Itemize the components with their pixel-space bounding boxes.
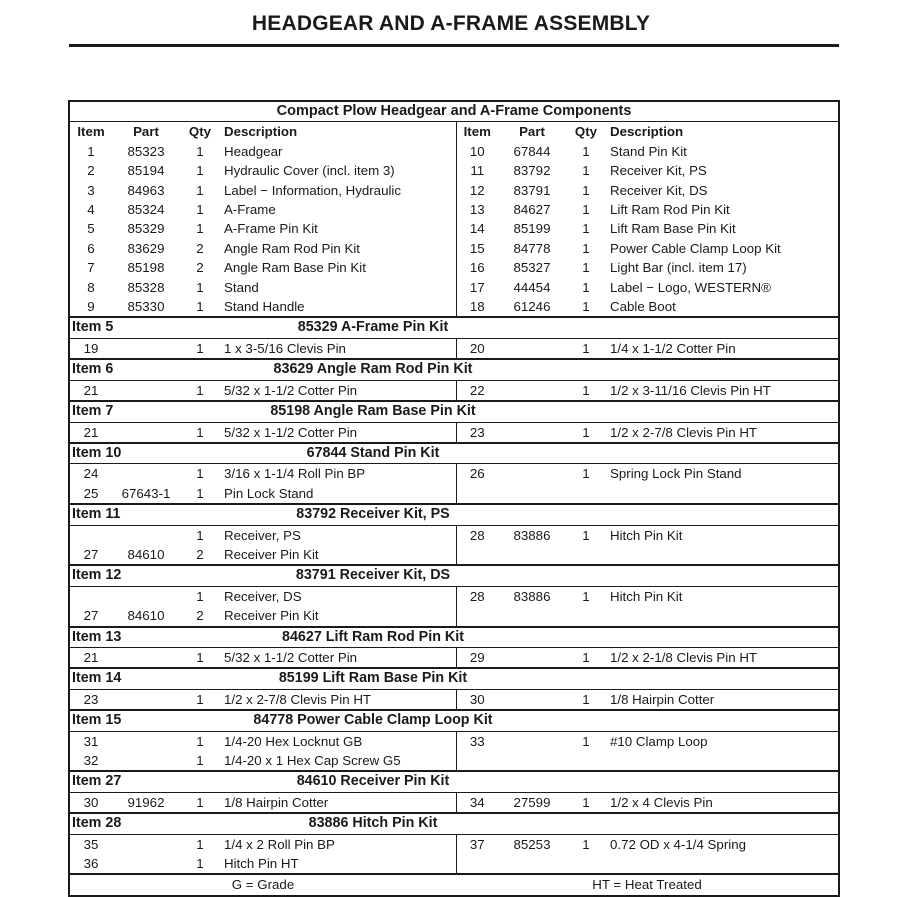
qty-cell: 1	[582, 527, 590, 543]
qty-cell: 1	[582, 221, 590, 237]
description-cell: 1/4 x 2 Roll Pin BP	[224, 836, 335, 852]
kit-title: 85199 Lift Ram Base Pin Kit	[180, 668, 566, 689]
qty-cell: 1	[196, 163, 204, 179]
kit-section-header	[70, 401, 838, 422]
item-cell: 15	[456, 239, 498, 258]
table-row	[70, 380, 838, 401]
part-cell	[498, 854, 566, 874]
description-cell: Stand Pin Kit	[610, 143, 687, 159]
part-cell: 84610	[127, 608, 165, 624]
section-spacer	[566, 627, 838, 648]
qty-cell: 1	[582, 794, 590, 810]
table-row	[70, 422, 838, 443]
table-title-row	[70, 102, 838, 122]
table-row	[70, 142, 838, 161]
item-cell: 23	[456, 422, 498, 443]
qty-cell: 1	[196, 733, 204, 749]
part-cell: 85253	[513, 836, 551, 852]
item-cell: 5	[87, 221, 95, 237]
part-cell: 83886	[513, 527, 551, 543]
kit-title: 85329 A-Frame Pin Kit	[180, 317, 566, 338]
part-cell	[112, 422, 180, 443]
qty-cell: 1	[196, 649, 204, 665]
description-cell: 5/32 x 1-1/2 Cotter Pin	[224, 382, 358, 398]
section-spacer	[566, 317, 838, 338]
item-cell: 27	[83, 608, 99, 624]
description-cell: Receiver Kit, DS	[610, 182, 708, 198]
description-cell	[606, 545, 838, 565]
notes-row	[70, 874, 838, 894]
part-cell	[498, 606, 566, 626]
part-cell	[498, 380, 566, 401]
qty-cell: 1	[582, 649, 590, 665]
part-cell	[112, 525, 180, 545]
item-cell	[456, 854, 498, 874]
qty-cell: 1	[582, 424, 590, 440]
table-row	[70, 731, 838, 751]
kit-title: 83886 Hitch Pin Kit	[180, 813, 566, 834]
qty-cell: 1	[582, 202, 590, 218]
qty-cell: 2	[196, 240, 204, 256]
description-cell: 5/32 x 1-1/2 Cotter Pin	[224, 424, 358, 440]
item-cell: 9	[87, 299, 95, 315]
description-cell: 0.72 OD x 4-1/4 Spring	[610, 836, 746, 852]
description-cell: 1/4-20 x 1 Hex Cap Screw G5	[224, 753, 401, 768]
qty-cell: 1	[196, 143, 204, 159]
table-row	[70, 525, 838, 545]
table-row	[70, 200, 838, 219]
part-cell	[112, 380, 180, 401]
item-cell: 32	[83, 753, 99, 768]
part-cell	[498, 484, 566, 504]
description-cell: 5/32 x 1-1/2 Cotter Pin	[224, 649, 358, 665]
column-header-description: Description	[610, 124, 684, 140]
section-spacer	[566, 710, 838, 731]
kit-title: 83791 Receiver Kit, DS	[180, 565, 566, 586]
item-cell: 34	[456, 792, 498, 813]
description-cell: 1/2 x 3-11/16 Clevis Pin HT	[610, 382, 771, 398]
part-cell: 84963	[127, 182, 165, 198]
item-cell: 7	[87, 260, 95, 276]
item-cell: 24	[83, 466, 99, 482]
qty-cell: 1	[582, 733, 590, 749]
part-cell: 83791	[513, 182, 551, 198]
kit-title: 85198 Angle Ram Base Pin Kit	[180, 401, 566, 422]
description-cell: Receiver Pin Kit	[224, 546, 319, 562]
part-cell	[498, 545, 566, 565]
part-cell: 67643-1	[121, 485, 171, 501]
table-row	[70, 338, 838, 359]
kit-title: 84610 Receiver Pin Kit	[180, 771, 566, 792]
description-cell: Receiver Pin Kit	[224, 608, 319, 624]
column-header-item: Item	[77, 124, 105, 140]
table-row	[70, 278, 838, 297]
part-cell	[498, 647, 566, 668]
description-cell: Hitch Pin Kit	[610, 527, 683, 543]
qty-cell: 1	[196, 202, 204, 218]
table-row	[70, 834, 838, 854]
part-cell: 85328	[127, 279, 165, 295]
kit-section-header	[70, 627, 838, 648]
description-cell	[606, 751, 838, 771]
item-cell	[456, 606, 498, 626]
item-cell: 33	[456, 731, 498, 751]
part-cell	[112, 647, 180, 668]
table-row	[70, 258, 838, 277]
kit-item-label: Item 6	[70, 359, 180, 380]
item-cell: 8	[87, 279, 95, 295]
table-row	[70, 689, 838, 710]
part-cell: 83886	[513, 588, 551, 604]
table-row	[70, 545, 838, 565]
part-cell: 83629	[127, 240, 165, 256]
description-cell: A-Frame Pin Kit	[224, 221, 318, 237]
column-header-description: Description	[224, 124, 298, 140]
qty-cell: 1	[582, 163, 590, 179]
section-spacer	[566, 668, 838, 689]
table-row	[70, 792, 838, 813]
heat-treated-note: HT = Heat Treated	[456, 874, 838, 894]
qty-cell: 1	[582, 382, 590, 398]
description-cell: A-Frame	[224, 202, 276, 218]
part-cell: 84610	[127, 546, 165, 562]
description-cell: 1/4-20 Hex Locknut GB	[224, 733, 363, 749]
part-cell: 85329	[127, 221, 165, 237]
description-cell: #10 Clamp Loop	[610, 733, 708, 749]
item-cell: 25	[83, 485, 99, 501]
item-cell: 13	[456, 200, 498, 219]
item-cell: 28	[456, 586, 498, 606]
kit-item-label: Item 15	[70, 710, 180, 731]
description-cell: Lift Ram Base Pin Kit	[610, 221, 736, 237]
kit-item-label: Item 28	[70, 813, 180, 834]
part-cell: 84778	[513, 240, 551, 256]
qty-cell: 1	[196, 794, 204, 810]
section-spacer	[566, 359, 838, 380]
description-cell: Angle Ram Rod Pin Kit	[224, 240, 360, 256]
item-cell	[456, 545, 498, 565]
qty-cell: 1	[196, 340, 204, 356]
kit-section-header	[70, 710, 838, 731]
item-cell: 27	[83, 546, 99, 562]
qty-cell: 1	[196, 691, 204, 707]
part-cell	[112, 854, 180, 874]
column-header-qty: Qty	[188, 124, 212, 140]
description-cell: 1/8 Hairpin Cotter	[224, 794, 329, 810]
description-cell: 1/2 x 2-7/8 Clevis Pin HT	[224, 691, 372, 707]
item-cell	[456, 484, 498, 504]
table-row	[70, 161, 838, 180]
item-cell	[70, 586, 112, 606]
description-cell: 1/2 x 2-7/8 Clevis Pin HT	[610, 424, 758, 440]
qty-cell	[566, 545, 606, 565]
description-cell: Angle Ram Base Pin Kit	[224, 260, 366, 276]
qty-cell: 1	[582, 691, 590, 707]
grade-note: G = Grade	[70, 874, 456, 894]
part-cell	[112, 731, 180, 751]
item-cell: 6	[87, 240, 95, 256]
item-cell: 12	[456, 181, 498, 200]
part-cell: 91962	[127, 794, 165, 810]
item-cell: 23	[83, 691, 99, 707]
page-title: HEADGEAR AND A-FRAME ASSEMBLY	[251, 12, 651, 35]
kit-title: 67844 Stand Pin Kit	[180, 443, 566, 464]
qty-cell: 1	[582, 340, 590, 356]
part-cell: 67844	[513, 143, 551, 159]
table-row	[70, 464, 838, 484]
description-cell: Label − Logo, WESTERN®	[610, 279, 771, 295]
kit-section-header	[70, 317, 838, 338]
table-row	[70, 751, 838, 771]
table-row	[70, 606, 838, 626]
qty-cell: 2	[196, 608, 204, 624]
item-cell: 29	[456, 647, 498, 668]
column-header-row	[70, 122, 838, 142]
part-cell: 27599	[513, 794, 551, 810]
description-cell: 1/2 x 2-1/8 Clevis Pin HT	[610, 649, 758, 665]
description-cell: Label − Information, Hydraulic	[224, 182, 402, 198]
kit-section-header	[70, 504, 838, 525]
table-row	[70, 484, 838, 504]
part-cell: 85327	[513, 260, 551, 276]
part-cell: 85323	[127, 143, 165, 159]
part-cell	[498, 751, 566, 771]
item-cell: 21	[83, 382, 99, 398]
description-cell: Receiver Kit, PS	[610, 163, 707, 179]
kit-item-label: Item 12	[70, 565, 180, 586]
part-cell	[112, 464, 180, 484]
qty-cell: 1	[582, 143, 590, 159]
item-cell: 31	[83, 733, 99, 749]
qty-cell	[566, 854, 606, 874]
column-header-part: Part	[519, 124, 545, 140]
description-cell: 1/2 x 4 Clevis Pin	[610, 794, 713, 810]
table-row	[70, 586, 838, 606]
part-cell: 85199	[513, 221, 551, 237]
qty-cell	[566, 484, 606, 504]
qty-cell: 1	[582, 260, 590, 276]
description-cell: Stand	[224, 279, 259, 295]
kit-section-header	[70, 359, 838, 380]
kit-section-header	[70, 668, 838, 689]
section-spacer	[566, 443, 838, 464]
description-cell: Hitch Pin Kit	[610, 588, 683, 604]
table-row	[70, 219, 838, 238]
description-cell: Light Bar (incl. item 17)	[610, 260, 747, 276]
part-cell	[498, 464, 566, 484]
item-cell: 20	[456, 338, 498, 359]
table-row	[70, 647, 838, 668]
item-cell: 30	[456, 689, 498, 710]
part-cell: 44454	[513, 279, 551, 295]
qty-cell: 2	[196, 546, 204, 562]
item-cell: 30	[83, 794, 99, 810]
item-cell: 17	[456, 278, 498, 297]
qty-cell: 1	[196, 588, 204, 604]
kit-section-header	[70, 565, 838, 586]
part-cell	[112, 689, 180, 710]
table-title: Compact Plow Headgear and A-Frame Components	[70, 102, 838, 122]
qty-cell: 1	[196, 836, 204, 852]
qty-cell: 1	[582, 836, 590, 852]
description-cell: Lift Ram Rod Pin Kit	[610, 202, 730, 218]
kit-section-header	[70, 443, 838, 464]
qty-cell: 1	[196, 382, 204, 398]
qty-cell	[566, 606, 606, 626]
item-cell: 22	[456, 380, 498, 401]
section-spacer	[566, 401, 838, 422]
description-cell: Stand Handle	[224, 299, 305, 315]
item-cell: 21	[83, 424, 99, 440]
parts-table-body	[70, 102, 838, 895]
part-cell: 85324	[127, 202, 165, 218]
part-cell	[112, 834, 180, 854]
description-cell: Hydraulic Cover (incl. item 3)	[224, 163, 395, 179]
column-header-qty: Qty	[574, 124, 598, 140]
part-cell: 61246	[513, 299, 551, 315]
item-cell: 11	[456, 161, 498, 180]
kit-item-label: Item 5	[70, 317, 180, 338]
item-cell: 28	[456, 525, 498, 545]
item-cell: 10	[456, 142, 498, 161]
description-cell: Receiver, PS	[224, 527, 301, 543]
qty-cell: 1	[196, 182, 204, 198]
description-cell: 1/4 x 1-1/2 Cotter Pin	[610, 340, 736, 356]
kit-title: 83792 Receiver Kit, PS	[180, 504, 566, 525]
item-cell: 21	[83, 649, 99, 665]
qty-cell: 1	[196, 527, 204, 543]
description-cell: Receiver, DS	[224, 588, 302, 604]
kit-section-header	[70, 771, 838, 792]
part-cell	[498, 689, 566, 710]
qty-cell: 1	[582, 240, 590, 256]
column-header-item: Item	[456, 122, 498, 142]
kit-title: 83629 Angle Ram Rod Pin Kit	[180, 359, 566, 380]
item-cell: 26	[456, 464, 498, 484]
part-cell	[112, 586, 180, 606]
part-cell	[498, 338, 566, 359]
part-cell	[498, 422, 566, 443]
description-cell: Hitch Pin HT	[224, 856, 299, 872]
part-cell: 83792	[513, 163, 551, 179]
column-header-part: Part	[133, 124, 159, 140]
qty-cell: 1	[582, 466, 590, 482]
qty-cell: 1	[196, 299, 204, 315]
item-cell	[70, 525, 112, 545]
parts-table	[68, 100, 840, 897]
item-cell: 3	[87, 182, 95, 198]
kit-item-label: Item 7	[70, 401, 180, 422]
item-cell: 16	[456, 258, 498, 277]
part-cell: 84627	[513, 202, 551, 218]
table-row	[70, 297, 838, 317]
description-cell: Spring Lock Pin Stand	[610, 466, 742, 482]
item-cell: 1	[87, 143, 95, 159]
qty-cell: 1	[196, 753, 204, 768]
description-cell	[606, 854, 838, 874]
description-cell	[606, 484, 838, 504]
table-row	[70, 239, 838, 258]
section-spacer	[566, 813, 838, 834]
item-cell: 2	[87, 163, 95, 179]
part-cell: 85330	[127, 299, 165, 315]
parts-list-table	[70, 102, 838, 895]
kit-title: 84778 Power Cable Clamp Loop Kit	[180, 710, 566, 731]
qty-cell: 1	[196, 279, 204, 295]
section-spacer	[566, 504, 838, 525]
qty-cell: 1	[196, 485, 204, 501]
table-row	[70, 181, 838, 200]
qty-cell	[566, 751, 606, 771]
description-cell: 1 x 3-5/16 Clevis Pin	[224, 340, 346, 356]
section-spacer	[566, 771, 838, 792]
qty-cell: 1	[582, 182, 590, 198]
description-cell: Power Cable Clamp Loop Kit	[610, 240, 781, 256]
qty-cell: 1	[196, 221, 204, 237]
qty-cell: 1	[582, 279, 590, 295]
table-row	[70, 854, 838, 874]
qty-cell: 1	[196, 424, 204, 440]
part-cell	[498, 731, 566, 751]
qty-cell: 1	[582, 299, 590, 315]
qty-cell: 1	[196, 466, 204, 482]
section-spacer	[566, 565, 838, 586]
qty-cell: 1	[196, 856, 204, 872]
item-cell: 37	[456, 834, 498, 854]
description-cell: Pin Lock Stand	[224, 485, 314, 501]
kit-title: 84627 Lift Ram Rod Pin Kit	[180, 627, 566, 648]
part-cell	[112, 338, 180, 359]
item-cell: 4	[87, 202, 95, 218]
description-cell: Cable Boot	[610, 299, 676, 315]
item-cell: 35	[83, 836, 99, 852]
part-cell	[112, 751, 180, 771]
item-cell: 14	[456, 219, 498, 238]
kit-item-label: Item 14	[70, 668, 180, 689]
description-cell: 1/8 Hairpin Cotter	[610, 691, 715, 707]
item-cell: 18	[456, 297, 498, 317]
kit-item-label: Item 27	[70, 771, 180, 792]
item-cell: 19	[83, 340, 99, 356]
kit-item-label: Item 11	[70, 504, 180, 525]
kit-section-header	[70, 813, 838, 834]
description-cell	[606, 606, 838, 626]
description-cell: Headgear	[224, 143, 283, 159]
kit-item-label: Item 10	[70, 443, 180, 464]
qty-cell: 2	[196, 260, 204, 276]
item-cell: 36	[83, 856, 99, 872]
title-rule	[69, 44, 839, 47]
description-cell: 3/16 x 1-1/4 Roll Pin BP	[224, 466, 366, 482]
part-cell: 85198	[127, 260, 165, 276]
item-cell	[456, 751, 498, 771]
qty-cell: 1	[582, 588, 590, 604]
part-cell: 85194	[127, 163, 165, 179]
kit-item-label: Item 13	[70, 627, 180, 648]
